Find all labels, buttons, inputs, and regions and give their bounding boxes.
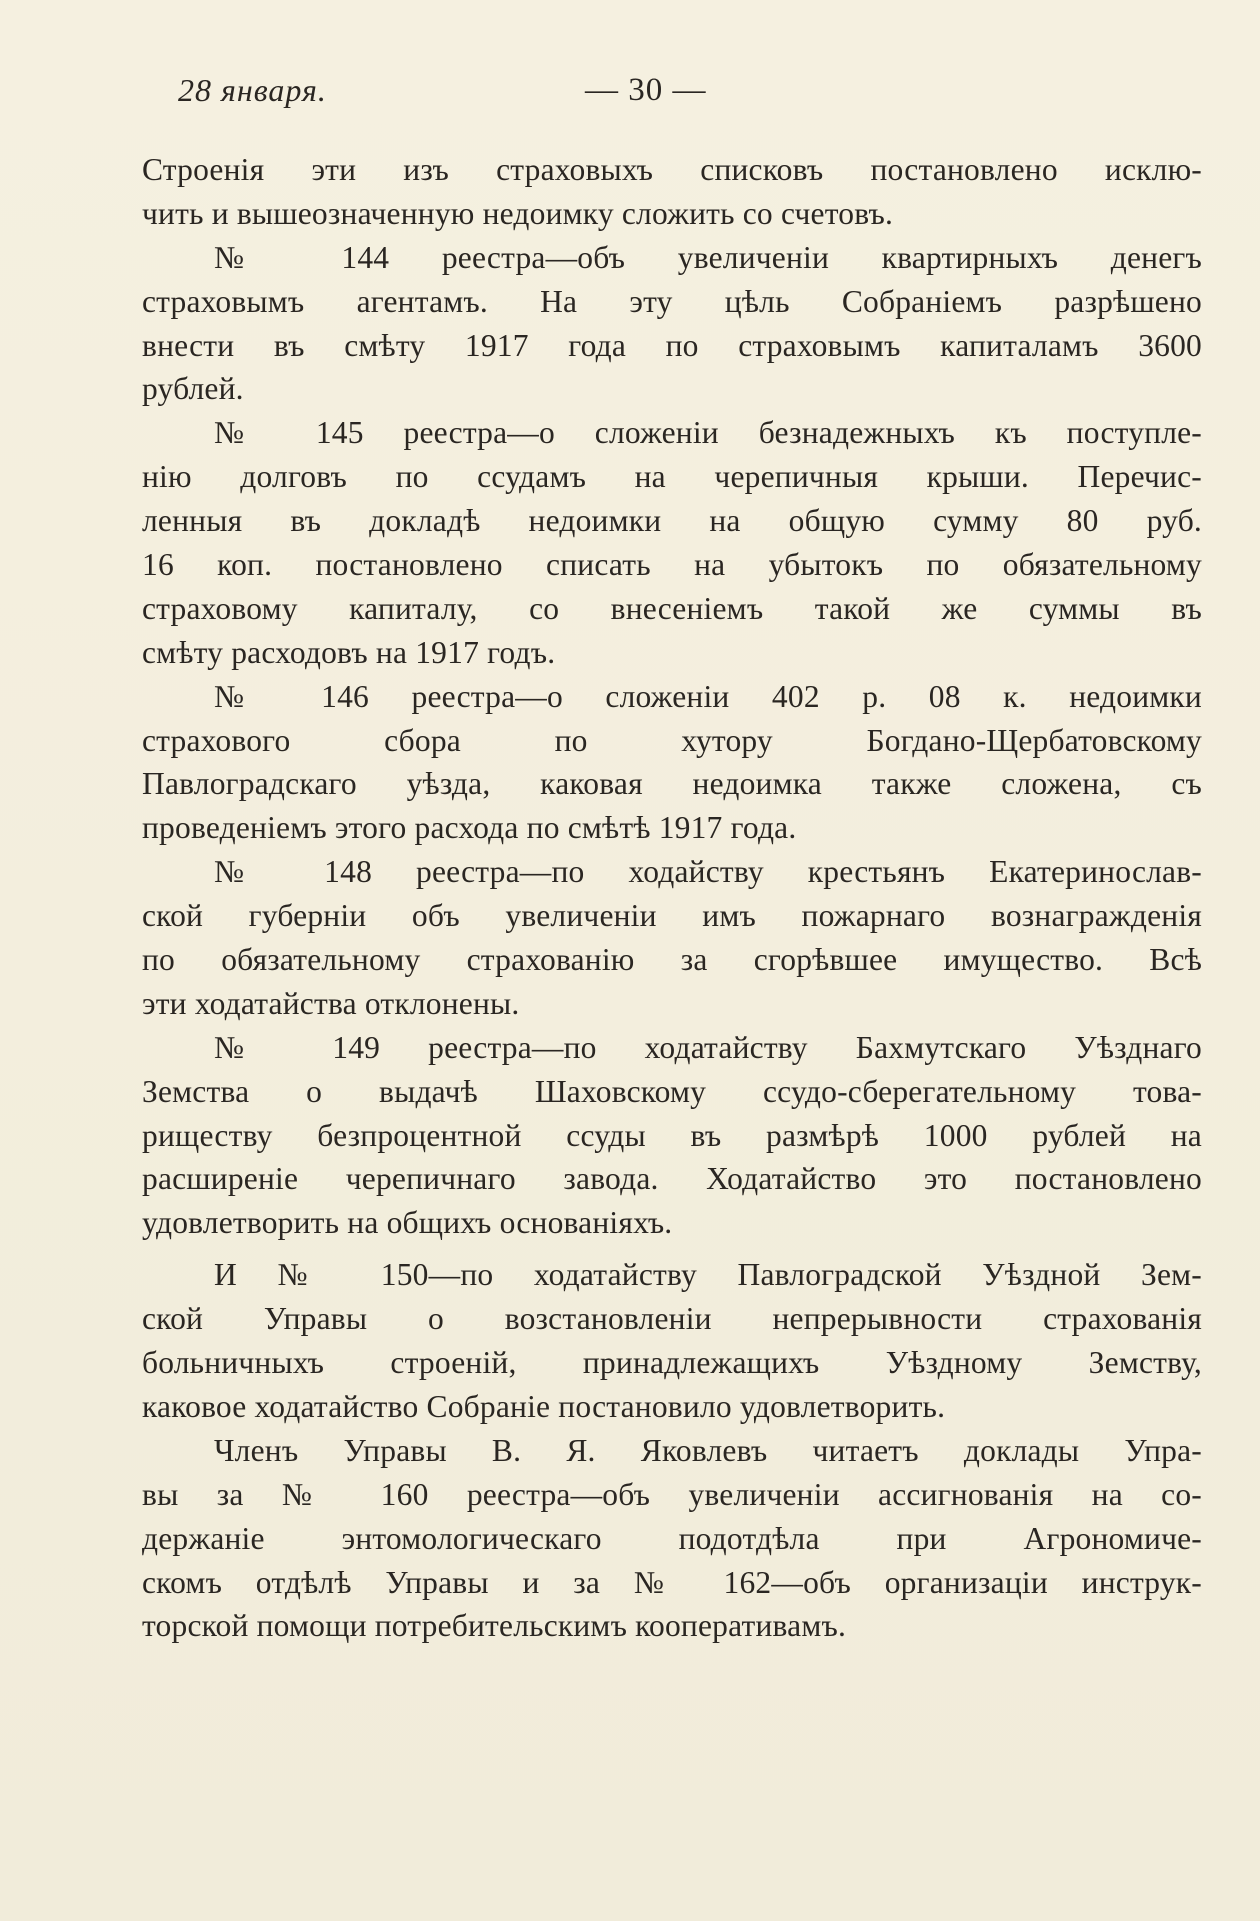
text-line: 16 коп. постановлено списать на убытокъ по обязательному	[142, 547, 1202, 583]
paragraph	[142, 675, 1202, 851]
paragraph	[142, 148, 1202, 236]
text-line: удовлетворить на общихъ основаніяхъ.	[142, 1205, 673, 1241]
text-line: Членъ Управы В. Я. Яковлевъ читаетъ доклады Упра-	[214, 1432, 1202, 1468]
text-line: внести въ смѣту 1917 года по страховымъ капиталамъ 3600	[142, 327, 1202, 363]
text-line: Земства о выдачѣ Шаховскому ссудо-сберегательному това-	[142, 1073, 1202, 1109]
text-line: торской помощи потребительскимъ кооперативамъ.	[142, 1608, 847, 1644]
text-line: ской губерніи объ увеличеніи имъ пожарнаго вознагражденія	[142, 898, 1202, 934]
text-line: смѣту расходовъ на 1917 годъ.	[142, 634, 556, 670]
text-line: вы за № 160 реестра—объ увеличеніи ассигнованія на со-	[142, 1476, 1202, 1512]
paragraph	[142, 850, 1202, 1026]
page-header	[0, 72, 1260, 122]
text-line: ленныя въ докладѣ недоимки на общую сумму 80 руб.	[142, 503, 1202, 539]
text-line: каковое ходатайство Собраніе постановило удовлетворить.	[142, 1388, 946, 1424]
page-number: — 30 —	[585, 72, 707, 108]
text-line: больничныхъ строеній, принадлежащихъ Уѣздному Земству,	[142, 1345, 1202, 1381]
header-date: 28 января.	[178, 72, 327, 108]
text-line: № 148 реестра—по ходайству крестьянъ Екатеринослав-	[214, 854, 1202, 890]
text-line: чить и вышеозначенную недоимку сложить со счетовъ.	[142, 195, 894, 231]
body-text	[142, 148, 1202, 1648]
text-line: рублей.	[142, 371, 244, 407]
text-line: Строенія эти изъ страховыхъ списковъ постановлено исклю-	[142, 152, 1202, 187]
paragraph	[142, 1253, 1202, 1429]
text-line: страховому капиталу, со внесеніемъ такой же суммы въ	[142, 590, 1202, 626]
paragraph	[142, 236, 1202, 412]
paragraph	[142, 1026, 1202, 1245]
text-line: ской Управы о возстановленіи непрерывности страхованія	[142, 1301, 1202, 1337]
text-line: Павлоградскаго уѣзда, каковая недоимка также сложена, съ	[142, 766, 1202, 802]
text-line: нію долговъ по ссудамъ на черепичныя крыши. Перечис-	[142, 459, 1202, 495]
text-line: расширеніе черепичнаго завода. Ходатайство это постановлено	[142, 1161, 1202, 1197]
text-line: И № 150—по ходатайству Павлоградской Уѣздной Зем-	[214, 1257, 1202, 1293]
paragraph-gap	[142, 1245, 1202, 1253]
text-line: эти ходатайства отклонены.	[142, 985, 520, 1021]
text-line: № 145 реестра—о сложеніи безнадежныхъ къ поступле-	[214, 415, 1202, 451]
text-line: страховымъ агентамъ. На эту цѣль Собраніемъ разрѣшено	[142, 283, 1202, 319]
text-line: № 146 реестра—о сложеніи 402 р. 08 к. недоимки	[214, 678, 1202, 714]
paragraph	[142, 411, 1202, 674]
text-line: по обязательному страхованію за сгорѣвшее имущество. Всѣ	[142, 942, 1202, 978]
text-line: № 149 реестра—по ходатайству Бахмутскаго Уѣзднаго	[214, 1029, 1202, 1065]
text-line: страхового сбора по хутору Богдано-Щербатовскому	[142, 722, 1202, 758]
paragraph	[142, 1429, 1202, 1648]
text-line: скомъ отдѣлѣ Управы и за № 162—объ организаціи инструк-	[142, 1564, 1202, 1600]
text-line: держаніе энтомологическаго подотдѣла при Агрономиче-	[142, 1520, 1202, 1556]
text-line: проведеніемъ этого расхода по смѣтѣ 1917 года.	[142, 810, 797, 846]
text-line: № 144 реестра—объ увеличеніи квартирныхъ денегъ	[214, 239, 1202, 275]
text-line: риществу безпроцентной ссуды въ размѣрѣ 1000 рублей на	[142, 1117, 1202, 1153]
